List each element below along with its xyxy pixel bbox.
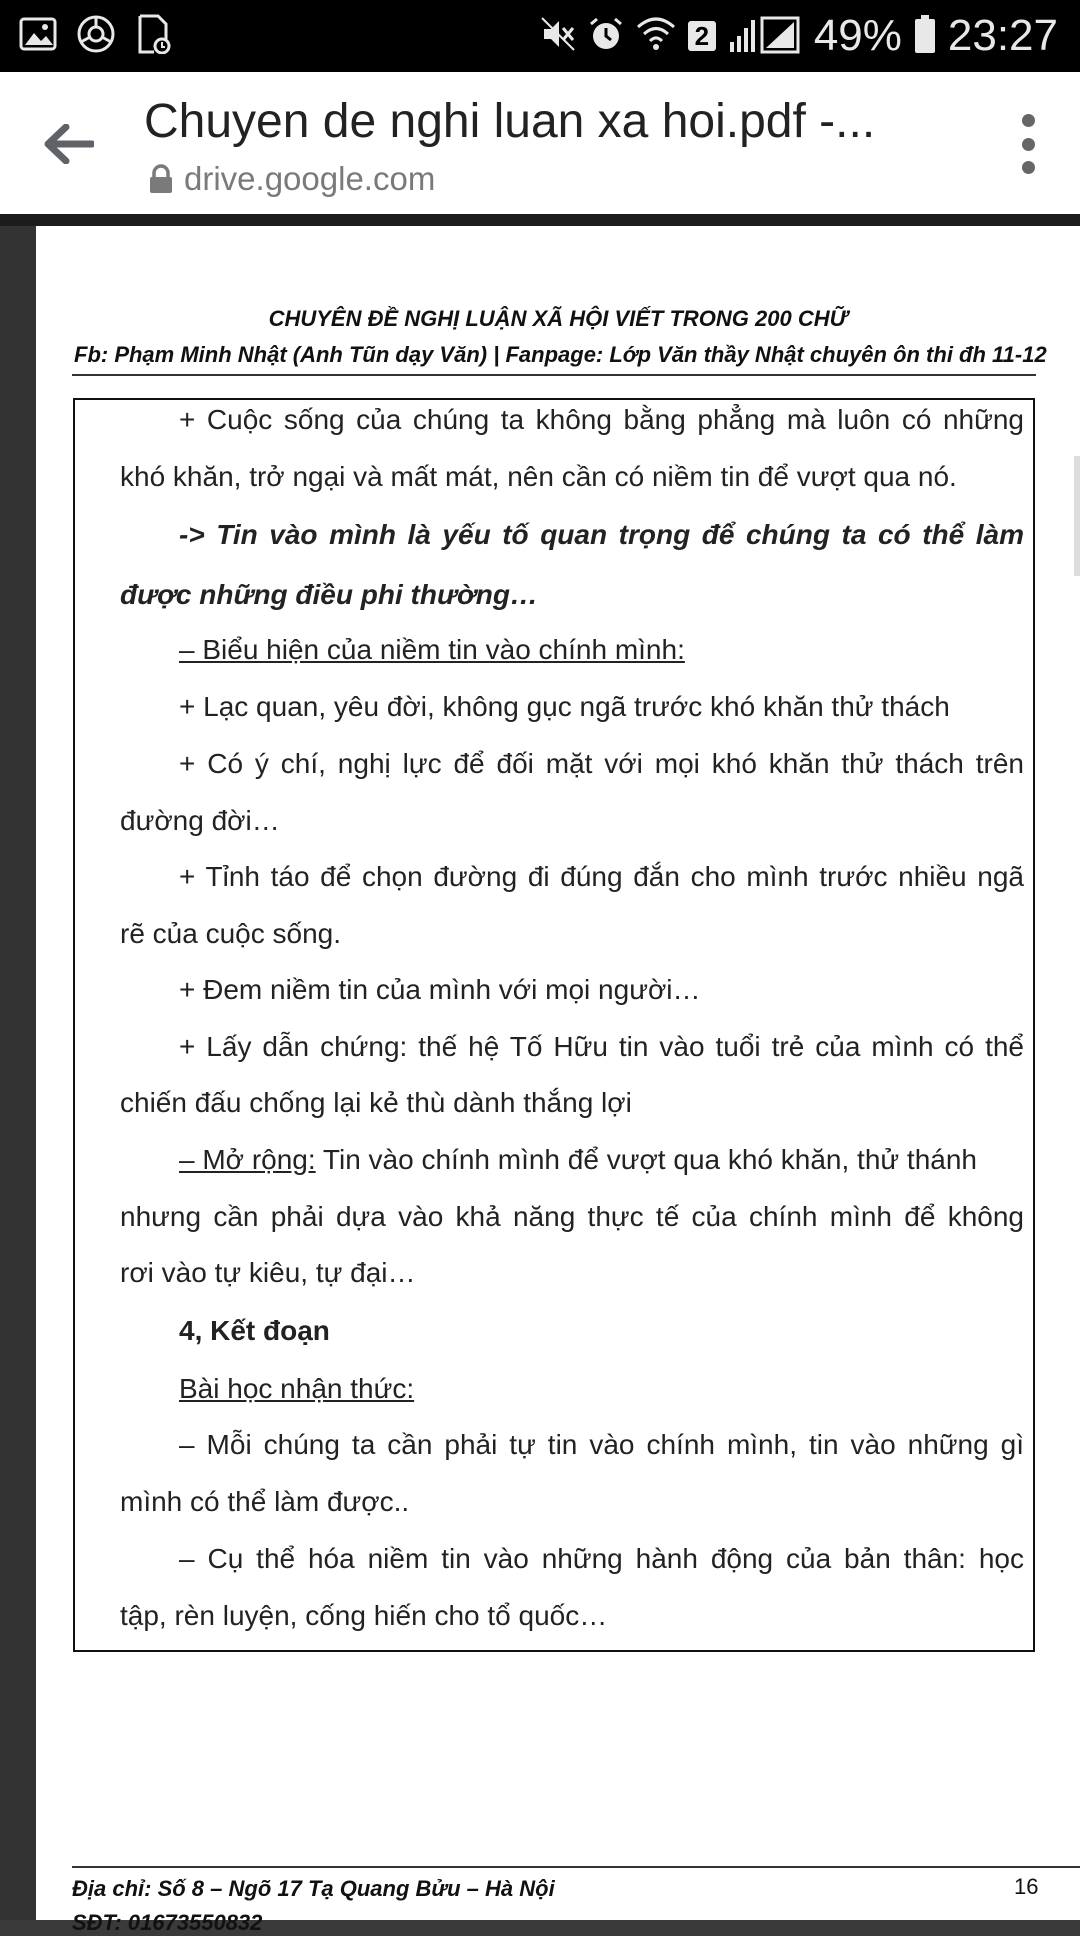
text-fragment: Tin vào chính mình để vượt qua khó khăn, thử thánh [315, 1144, 978, 1175]
text-line: mình có thể làm được.. [120, 1486, 410, 1517]
text-line: nhưng cần phải dựa vào khả năng thực tế của chính mình để không [120, 1201, 1024, 1232]
footer-phone: SĐT: 01673550832 [72, 1910, 263, 1935]
text-line: + Lấy dẫn chứng: thế hệ Tố Hữu tin vào tuổi trẻ của mình có thể [179, 1031, 1024, 1062]
text-line: khó khăn, trở ngại và mất mát, nên cần có niềm tin để vượt qua nó. [120, 461, 957, 492]
back-button[interactable] [40, 116, 96, 172]
text-line: đường đời… [120, 805, 280, 836]
pdf-page[interactable] [36, 226, 1080, 1935]
notification-icons [18, 14, 174, 54]
text-line: + Tỉnh táo để chọn đường đi đúng đắn cho mình trước nhiều ngã [179, 861, 1024, 892]
page-title: Chuyen de nghi luan xa hoi.pdf -... [144, 95, 876, 148]
text-line: + Có ý chí, nghị lực để đối mặt với mọi khó khăn thử thách trên [179, 748, 1024, 779]
document-author-line: Fb: Phạm Minh Nhật (Anh Tũn dạy Văn) | Fanpage: Lớp Văn thầy Nhật chuyên ôn thi đh 11-12 [74, 342, 1047, 367]
battery-percent: 49% [813, 11, 902, 60]
text-line: + Đem niềm tin của mình với mọi người… [179, 974, 701, 1005]
status-bar [0, 0, 1080, 72]
scroll-indicator[interactable] [1074, 456, 1080, 576]
text-line: rơi vào tự kiêu, tự đại… [120, 1257, 416, 1288]
section-label: – Biểu hiện của niềm tin vào chính mình: [179, 634, 685, 665]
clock: 23:27 [947, 11, 1058, 60]
more-dot-icon [1022, 138, 1035, 151]
section-heading: 4, Kết đoạn [179, 1315, 330, 1346]
wifi-icon [636, 17, 676, 56]
text-line: rẽ của cuộc sống. [120, 918, 342, 949]
url-display[interactable] [148, 160, 435, 198]
text-line: tập, rèn luyện, cống hiến cho tổ quốc… [120, 1600, 608, 1631]
page-number: 16 [1014, 1874, 1039, 1899]
gallery-icon [18, 14, 58, 54]
section-label: – Mở rộng: [179, 1144, 316, 1175]
back-arrow-icon [42, 124, 94, 164]
mute-icon [540, 16, 576, 57]
text-line: chiến đấu chống lại kẻ thù dành thắng lợi [120, 1087, 632, 1118]
more-dot-icon [1022, 161, 1035, 174]
sim-slot-badge: 2 [688, 21, 716, 51]
app-bar [0, 72, 1080, 214]
signal-icon [728, 14, 802, 59]
footer-divider [72, 1866, 1080, 1868]
text-line: – Mỗi chúng ta cần phải tự tin vào chính mình, tin vào những gì [179, 1429, 1024, 1460]
emphasis-line: -> Tin vào mình là yếu tố quan trọng để chúng ta có thể làm [179, 519, 1024, 550]
lock-icon [148, 164, 174, 194]
text-line: – Cụ thể hóa niềm tin vào những hành động của bản thân: học [179, 1543, 1024, 1574]
system-icons [540, 8, 1058, 64]
file-icon [134, 14, 174, 54]
document-heading: CHUYÊN ĐỀ NGHỊ LUẬN XÃ HỘI VIẾT TRONG 200 CHỮ [268, 306, 848, 331]
domain-text: drive.google.com [184, 160, 436, 197]
viewer-divider [0, 214, 1080, 226]
text-line: + Cuộc sống của chúng ta không bằng phẳng mà luôn có những [179, 404, 1024, 435]
text-line [179, 1144, 977, 1176]
overflow-menu-button[interactable] [1006, 114, 1050, 174]
section-label: Bài học nhận thức: [179, 1373, 415, 1404]
vpn-icon [76, 14, 116, 54]
battery-icon [914, 14, 936, 59]
text-line: + Lạc quan, yêu đời, không gục ngã trước khó khăn thử thách [179, 691, 950, 722]
emphasis-line: được những điều phi thường… [120, 579, 538, 610]
alarm-icon [588, 16, 624, 57]
content-box [73, 398, 1035, 1652]
more-dot-icon [1022, 114, 1035, 127]
header-divider [72, 374, 1036, 376]
footer-address: Địa chỉ: Số 8 – Ngõ 17 Tạ Quang Bửu – Hà Nội [72, 1876, 555, 1901]
